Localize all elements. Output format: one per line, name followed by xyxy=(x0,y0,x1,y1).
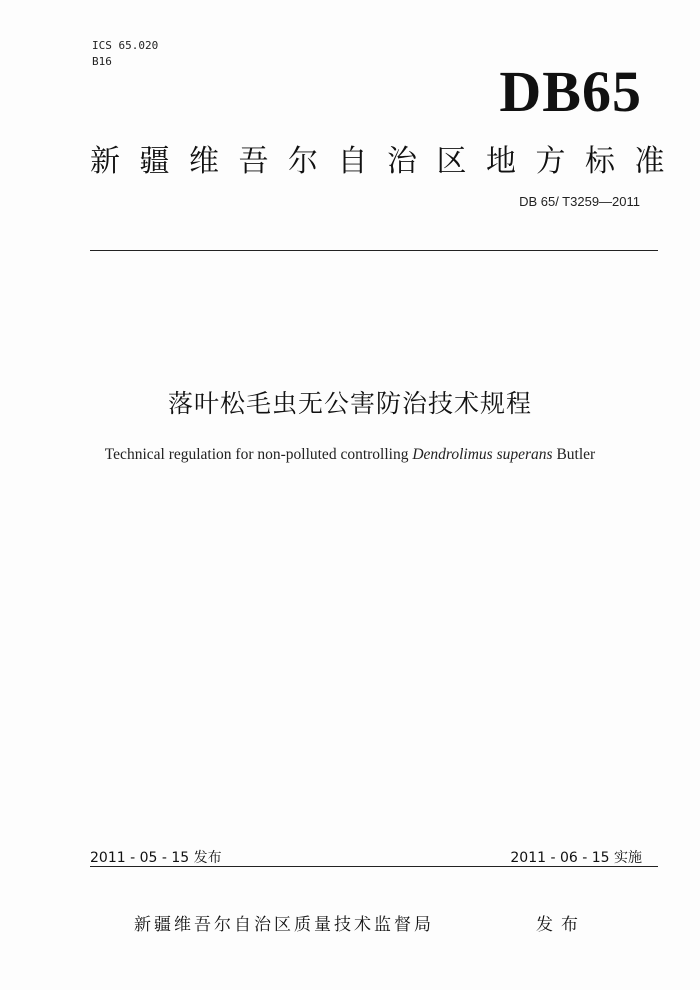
ccs-code: B16 xyxy=(92,55,112,68)
publisher-name: 新疆维吾尔自治区质量技术监督局 xyxy=(134,915,434,935)
title-english-prefix: Technical regulation for non-polluted controlling xyxy=(104,446,413,463)
implementation-date: 2011 - 06 - 15 实施 xyxy=(510,850,642,866)
classification-codes xyxy=(92,38,158,70)
top-divider xyxy=(90,250,658,251)
publish-label: 发布 xyxy=(536,915,586,935)
title-english xyxy=(0,446,700,464)
bottom-divider xyxy=(90,866,658,867)
ics-code: ICS 65.020 xyxy=(92,39,159,52)
issue-date: 2011 - 05 - 15 发布 xyxy=(90,850,222,866)
title-english-species: Dendrolimus superans xyxy=(412,446,553,463)
title-english-suffix: Butler xyxy=(552,446,596,463)
standard-code: DB65 xyxy=(499,59,642,124)
standard-number: DB 65/ T3259—2011 xyxy=(519,194,640,209)
issuer-heading: 新疆维吾尔自治区地方标准 xyxy=(90,144,684,179)
title-chinese: 落叶松毛虫无公害防治技术规程 xyxy=(167,389,532,418)
